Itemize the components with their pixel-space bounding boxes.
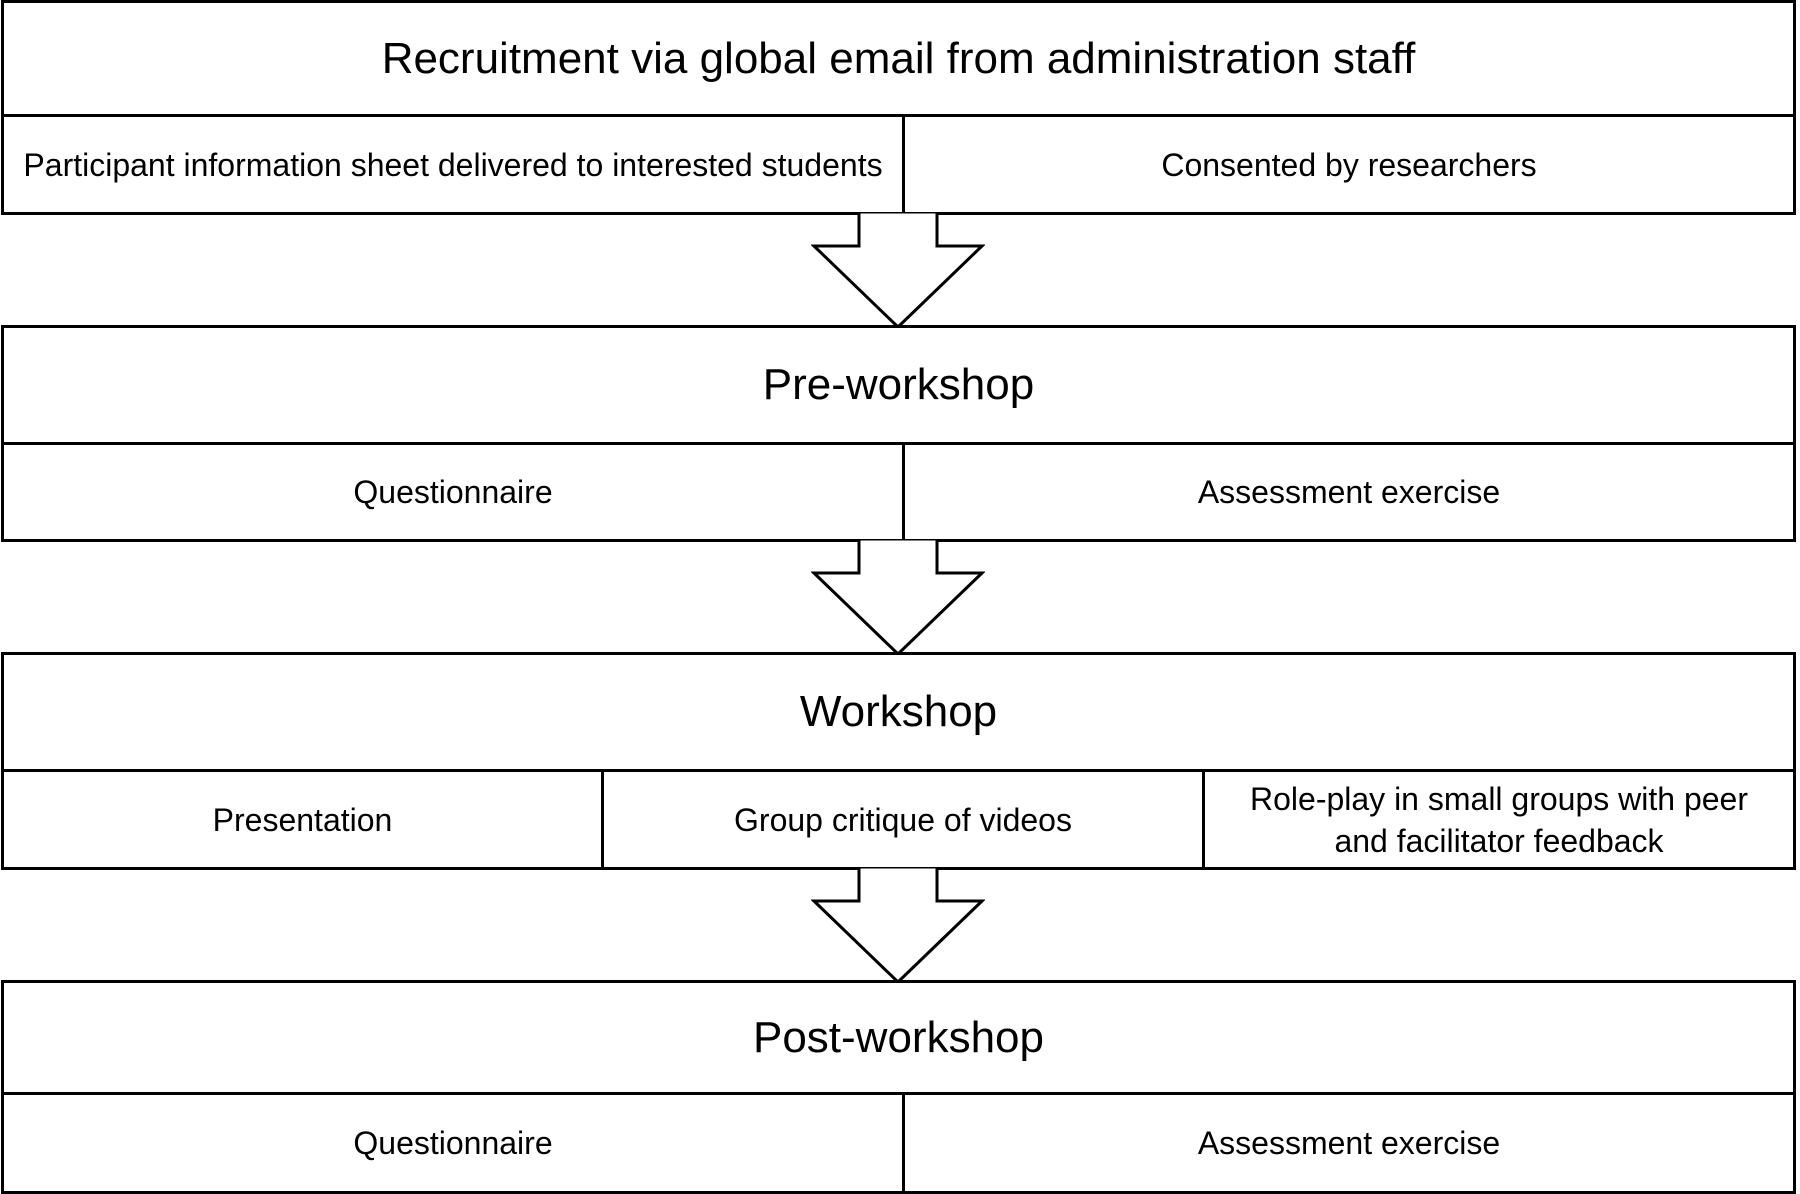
stage-recruitment: [1, 0, 1796, 215]
stage-workshop: [1, 652, 1796, 870]
pre-workshop-item-questionnaire: Questionnaire: [353, 474, 553, 510]
stage-pre-workshop: [1, 325, 1796, 542]
down-arrow-icon: [811, 539, 985, 657]
pre-workshop-item-assessment: Assessment exercise: [902, 445, 1793, 539]
workshop-item-presentation: Presentation: [212, 801, 393, 838]
stage-pre-workshop-title: Pre-workshop: [4, 328, 1793, 445]
post-workshop-item-assessment: Assessment exercise: [902, 1095, 1793, 1191]
stage-post-workshop-title: Post-workshop: [4, 983, 1793, 1095]
down-arrow-icon: [811, 867, 985, 985]
stage-recruitment-title: Recruitment via global email from administration staff: [4, 3, 1793, 117]
stage-workshop-title: Workshop: [4, 655, 1793, 772]
workshop-item-group-critique: Group critique of videos: [601, 772, 1202, 867]
down-arrow-icon: [811, 212, 985, 330]
post-workshop-item-questionnaire: Questionnaire: [353, 1125, 553, 1161]
recruitment-item-consent: Consented by researchers: [902, 117, 1793, 212]
stage-post-workshop: [1, 980, 1796, 1194]
workshop-item-role-play: Role-play in small groups with peer and facilitator feedback: [1202, 772, 1793, 867]
recruitment-item-information-sheet: Participant information sheet delivered to interested students: [23, 146, 883, 183]
